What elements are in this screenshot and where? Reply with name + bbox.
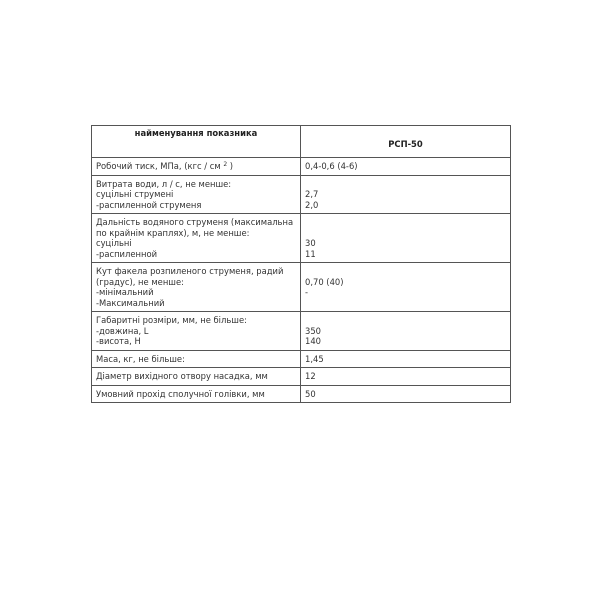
value-cell xyxy=(301,312,511,351)
parameter-cell xyxy=(92,158,301,176)
parameter-cell xyxy=(92,214,301,263)
parameter-text: -висота, H xyxy=(96,336,141,346)
parameter-text: Умовний прохід сполучної голівки, мм xyxy=(96,388,265,399)
value-text: 30 xyxy=(305,238,316,248)
parameter-text: Маса, кг, не більше: xyxy=(96,353,185,364)
table-header-row xyxy=(92,126,511,158)
value-cell xyxy=(301,158,511,176)
parameter-text: Діаметр вихідного отвору насадка, мм xyxy=(96,371,268,381)
parameter-text: -распиленной xyxy=(96,248,158,259)
parameter-text: -Максимальний xyxy=(96,297,165,308)
value-cell xyxy=(301,368,511,386)
unit-superscript: 2 xyxy=(223,161,228,168)
parameter-cell xyxy=(92,263,301,312)
parameter-cell xyxy=(92,312,301,351)
header-parameter-name: найменування показника xyxy=(92,126,301,158)
value-text: 350 xyxy=(305,325,321,336)
spacer xyxy=(305,266,506,277)
parameter-text: -распиленной струменя xyxy=(96,199,202,210)
parameter-text: Кут факела розпиленого струменя, радий (градус), не менше: xyxy=(96,266,284,287)
table-row xyxy=(92,350,511,368)
parameter-cell xyxy=(92,385,301,403)
unit-suffix: ) xyxy=(227,161,234,171)
value-cell xyxy=(301,350,511,368)
value-cell xyxy=(301,175,511,214)
spacer xyxy=(305,179,506,190)
value-text: 2,0 xyxy=(305,199,319,210)
value-cell xyxy=(301,214,511,263)
value-text: - xyxy=(305,287,309,297)
spacer xyxy=(305,315,506,326)
parameter-text: Габаритні розміри, мм, не більше: xyxy=(96,315,247,325)
table-body xyxy=(92,158,511,403)
value-text: 1,45 xyxy=(305,353,324,364)
table-row xyxy=(92,263,511,312)
table-row xyxy=(92,385,511,403)
table-row xyxy=(92,368,511,386)
value-text: 12 xyxy=(305,371,316,381)
header-model: РСП-50 xyxy=(301,126,511,158)
value-text: 50 xyxy=(305,388,316,399)
parameter-cell xyxy=(92,175,301,214)
value-text: 140 xyxy=(305,336,321,346)
value-text: 0,4-0,6 (4-6) xyxy=(305,161,358,171)
table-row xyxy=(92,312,511,351)
parameter-cell xyxy=(92,350,301,368)
value-text: 2,7 xyxy=(305,189,319,199)
parameter-text: Дальність водяного струменя (максимальна по крайнім краплях), м, не менше: xyxy=(96,217,294,238)
parameter-text: -довжина, L xyxy=(96,325,149,336)
parameter-text: суцільні xyxy=(96,238,132,248)
parameter-text: Витрата води, л / с, не менше: xyxy=(96,178,232,189)
parameter-text: Робочий тиск, МПа, (кгс / см xyxy=(96,161,224,171)
parameter-text-with-unit xyxy=(96,161,296,172)
parameter-text: -мінімальний xyxy=(96,287,154,297)
value-cell xyxy=(301,263,511,312)
value-text: 11 xyxy=(305,248,316,259)
table-row xyxy=(92,214,511,263)
value-cell xyxy=(301,385,511,403)
spacer xyxy=(305,217,506,228)
parameter-cell xyxy=(92,368,301,386)
parameter-text: суцільні струмені xyxy=(96,189,174,199)
value-text: 0,70 (40) xyxy=(305,276,344,287)
table-row xyxy=(92,175,511,214)
specifications-table xyxy=(91,125,511,403)
spacer xyxy=(305,228,506,239)
table-row xyxy=(92,158,511,176)
